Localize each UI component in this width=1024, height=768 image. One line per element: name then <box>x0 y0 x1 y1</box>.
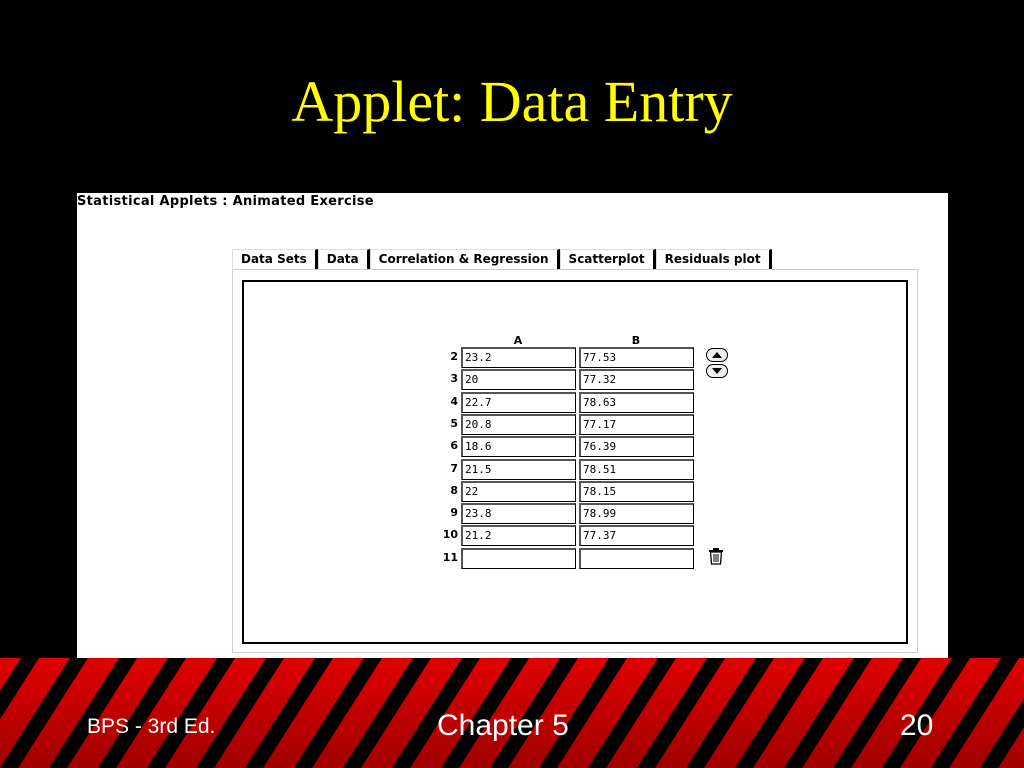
cell-a-input[interactable]: 18.6 <box>461 436 576 457</box>
table-row <box>428 414 698 435</box>
footer-edition: BPS - 3rd Ed. <box>87 715 216 738</box>
scroll-buttons <box>706 348 728 376</box>
cell-b-input[interactable]: 78.99 <box>579 503 694 524</box>
table-row <box>428 481 698 502</box>
cell-a-input[interactable]: 22 <box>461 481 576 502</box>
cell-b-input[interactable]: 76.39 <box>579 436 694 457</box>
data-panel <box>242 280 908 644</box>
cell-b-input[interactable]: 77.32 <box>579 369 694 390</box>
cell-a-input[interactable]: 22.7 <box>461 392 576 413</box>
slide-footer <box>0 658 1024 768</box>
tab-scatterplot[interactable]: Scatterplot <box>560 249 656 269</box>
table-row <box>428 548 698 569</box>
row-number: 11 <box>442 550 458 564</box>
row-number: 3 <box>450 372 458 386</box>
chevron-up-icon[interactable] <box>706 348 728 362</box>
chevron-down-icon[interactable] <box>706 364 728 378</box>
tab-data[interactable]: Data <box>318 249 370 270</box>
table-row <box>428 347 698 368</box>
tab-data-sets[interactable]: Data Sets <box>232 249 318 269</box>
table-row <box>428 459 698 480</box>
row-number: 5 <box>450 416 458 430</box>
cell-b-input[interactable]: 77.53 <box>579 347 694 368</box>
cell-b-input[interactable] <box>579 548 694 569</box>
footer-page-number: 20 <box>900 709 934 742</box>
row-number: 10 <box>442 528 458 542</box>
table-row <box>428 369 698 390</box>
row-number: 9 <box>450 506 458 520</box>
slide-title: Applet: Data Entry <box>291 69 733 134</box>
trash-icon[interactable] <box>707 547 725 565</box>
tab-correlation-regression[interactable]: Correlation & Regression <box>370 249 560 269</box>
cell-b-input[interactable]: 78.15 <box>579 481 694 502</box>
cell-a-input[interactable]: 23.2 <box>461 347 576 368</box>
cell-a-input[interactable]: 23.8 <box>461 503 576 524</box>
cell-a-input[interactable]: 20.8 <box>461 414 576 435</box>
tab-bar <box>232 249 772 269</box>
table-row <box>428 436 698 457</box>
row-number: 7 <box>450 461 458 475</box>
table-row <box>428 392 698 413</box>
column-header-b: B <box>631 334 641 347</box>
cell-b-input[interactable]: 78.51 <box>579 459 694 480</box>
cell-a-input[interactable] <box>461 548 576 569</box>
cell-b-input[interactable]: 77.17 <box>579 414 694 435</box>
applet-window <box>77 193 948 658</box>
applet-title: Statistical Applets : Animated Exercise <box>77 194 374 209</box>
cell-b-input[interactable]: 78.63 <box>579 392 694 413</box>
row-number: 6 <box>450 439 458 453</box>
table-row <box>428 525 698 546</box>
cell-a-input[interactable]: 21.5 <box>461 459 576 480</box>
tab-panel <box>232 269 918 653</box>
footer-chapter: Chapter 5 <box>437 709 569 742</box>
row-number: 2 <box>450 350 458 363</box>
table-row <box>428 503 698 524</box>
tab-residuals-plot[interactable]: Residuals plot <box>656 249 772 269</box>
cell-a-input[interactable]: 21.2 <box>461 525 576 546</box>
cell-a-input[interactable]: 20 <box>461 369 576 390</box>
column-header-a: A <box>513 334 523 347</box>
row-number: 4 <box>450 394 458 408</box>
row-number: 8 <box>450 483 458 497</box>
cell-b-input[interactable]: 77.37 <box>579 525 694 546</box>
